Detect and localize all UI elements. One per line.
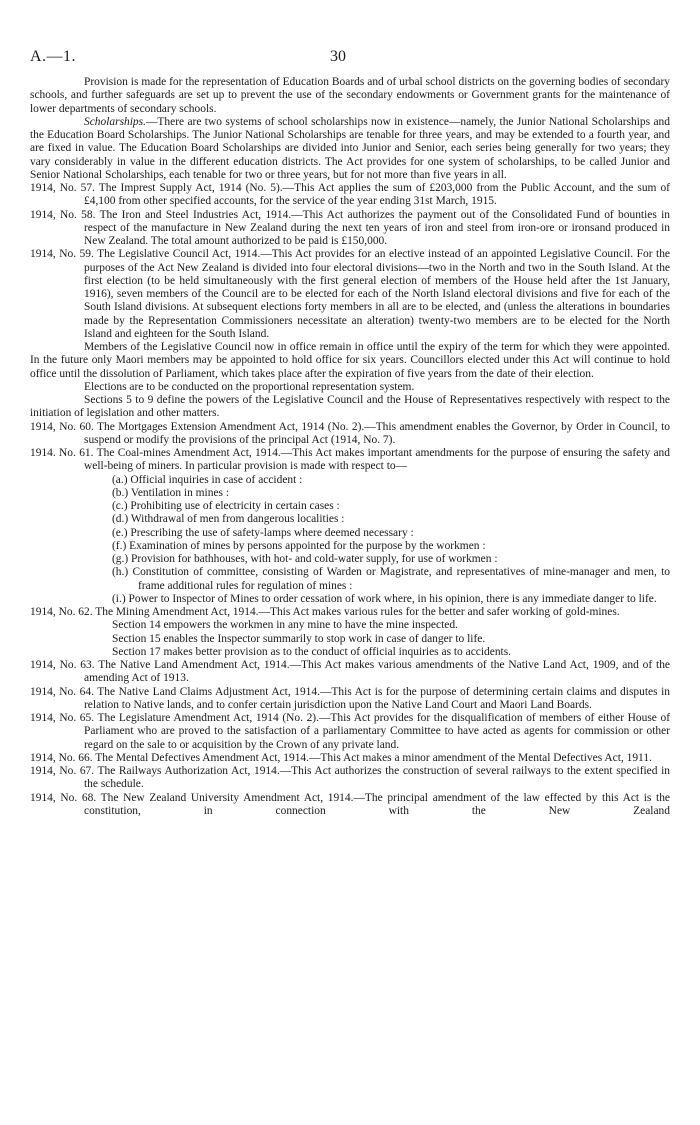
paragraph: 1914, No. 58. The Iron and Steel Industries Act, 1914.—This Act authorizes the payment out of the Consolidated Fund of bounties in respect of the manufacture in New Zealand during the next ten years of iron and steel from iron-ore or ironsand produced in New Zealand. The total amount authorized to be paid is £150,000.: [30, 208, 670, 247]
paragraph: Sections 5 to 9 define the powers of the Legislative Council and the House of Representatives respectively with respect to the initiation of legislation and other matters.: [30, 394, 670, 420]
paragraph: 1914. No. 61. The Coal-mines Amendment Act, 1914.—This Act makes important amendments for the purpose of ensuring the safety and well-being of miners. In particular provision is made with respect to—: [30, 447, 670, 473]
paragraph: 1914, No. 57. The Imprest Supply Act, 1914 (No. 5).—This Act applies the sum of £203,000 from the Public Account, and the sum of £4,100 from other specified accounts, for the service of the year ending 31st March, 1915.: [30, 182, 670, 208]
paragraph: Elections are to be conducted on the proportional representation system.: [84, 380, 415, 393]
page-number: 30: [330, 48, 346, 65]
paragraph: (f.) Examination of mines by persons appointed for the purpose by the workmen :: [112, 539, 486, 552]
paragraph: 1914, No. 59. The Legislative Council Act, 1914.—This Act provides for an elective instead of an appointed Legislative Council. For the purposes of the Act New Zealand is divided into four electoral divisions—two in the North and two in the South Island. At the first election (to be held simultaneously with the first general election of members of the House held after the 1st January, 1916), seven members of the Council are to be elected for each of the North Island electoral divisions and five for each of the South Island divisions. At subsequent elections forty members in all are to be elected, and (unless the alterations in boundaries made by the Representation Commissioners necessitate an alteration) twenty-two members are to be elected for the North Island and eighteen for the South Island.: [30, 248, 670, 340]
paragraph: 1914, No. 63. The Native Land Amendment Act, 1914.—This Act makes various amendments of the Native Land Act, 1909, and of the amending Act of 1913.: [30, 659, 670, 685]
paragraph: 1914, No. 66. The Mental Defectives Amendment Act, 1914.—This Act makes a minor amendment of the Mental Defectives Act, 1911.: [30, 751, 652, 764]
run-in-heading: Scholarships.: [84, 115, 146, 128]
document-reference: A.—1.: [30, 48, 77, 65]
paragraph: (c.) Prohibiting use of electricity in certain cases :: [112, 500, 340, 512]
paragraph: Scholarships.—There are two systems of school scholarships now in existence—namely, the Junior National Scholarships and the Education Board Scholarships. The Junior National Scholarships are tenable for three years, and may be extended to a fourth year, and are fixed in value. The Education Board Scholarships are divided into Junior and Senior, each series being generally for two years; they vary considerably in value in the different education districts. The Act provides for one system of scholarships, to be called Junior and Senior National Scholarships, each tenable for two or three years, but for not more than five years in all.: [30, 115, 670, 181]
paragraph: (e.) Prescribing the use of safety-lamps where deemed necessary :: [112, 526, 414, 539]
document-body: [30, 76, 670, 818]
paragraph: Members of the Legislative Council now in office remain in office until the expiry of the term for which they were appointed. In the future only Maori members may be appointed to hold office for six years. Councillors elected under this Act will continue to hold office until the dissolution of Parliament, which takes place after the expiration of five years from the date of their election.: [30, 341, 670, 380]
paragraph: 1914, No. 62. The Mining Amendment Act, 1914.—This Act makes various rules for the better and safer working of gold-mines.: [30, 606, 620, 618]
paragraph: Provision is made for the representation of Education Boards and of urbal school districts on the governing bodies of secondary schools, and further safeguards are set up to prevent the use of the secondary endowments or Government grants for the maintenance of lower departments of secondary schools.: [30, 76, 670, 115]
paragraph: (b.) Ventilation in mines :: [112, 486, 230, 499]
paragraph: Section 17 makes better provision as to the conduct of official inquiries as to accidents.: [112, 645, 512, 658]
paragraph: 1914, No. 65. The Legislature Amendment Act, 1914 (No. 2).—This Act provides for the disqualification of members of either House of Parliament who are proved to the satisfaction of a parliamentary Committee to have acted as agents for commission or other regard on the sale to or acquisition by the Crown of any private land.: [30, 712, 670, 751]
paragraph: 1914, No. 60. The Mortgages Extension Amendment Act, 1914 (No. 2).—This amendment enables the Governor, by Order in Council, to suspend or modify the provisions of the principal Act (1914, No. 7).: [30, 420, 670, 446]
paragraph: 1914, No. 68. The New Zealand University Amendment Act, 1914.—The principal amendment of the law effected by this Act is the constitution, in connection with the New Zealand: [30, 791, 670, 817]
paragraph: 1914, No. 67. The Railways Authorization Act, 1914.—This Act authorizes the construction of several railways to the extent specified in the schedule.: [30, 765, 670, 791]
paragraph: Section 15 enables the Inspector summarily to stop work in case of danger to life.: [112, 632, 486, 645]
paragraph: 1914, No. 64. The Native Land Claims Adjustment Act, 1914.—This Act is for the purpose of determining certain claims and disputes in relation to Native lands, and to confer certain jurisdiction upon the Native Land Court and Maori Land Boards.: [30, 685, 670, 711]
paragraph: (d.) Withdrawal of men from dangerous localities :: [112, 513, 345, 526]
paragraph: (a.) Official inquiries in case of accident :: [112, 473, 303, 486]
paragraph: Section 14 empowers the workmen in any mine to have the mine inspected.: [112, 619, 458, 632]
paragraph: (g.) Provision for bathhouses, with hot- and cold-water supply, for use of workmen :: [112, 553, 498, 565]
paragraph: (h.) Constitution of committee, consisting of Warden or Magistrate, and representatives of mine-manager and men, to frame additional rules for regulation of mines :: [112, 566, 670, 592]
paragraph: (i.) Power to Inspector of Mines to order cessation of work where, in his opinion, there is any immediate danger to life.: [112, 592, 657, 605]
